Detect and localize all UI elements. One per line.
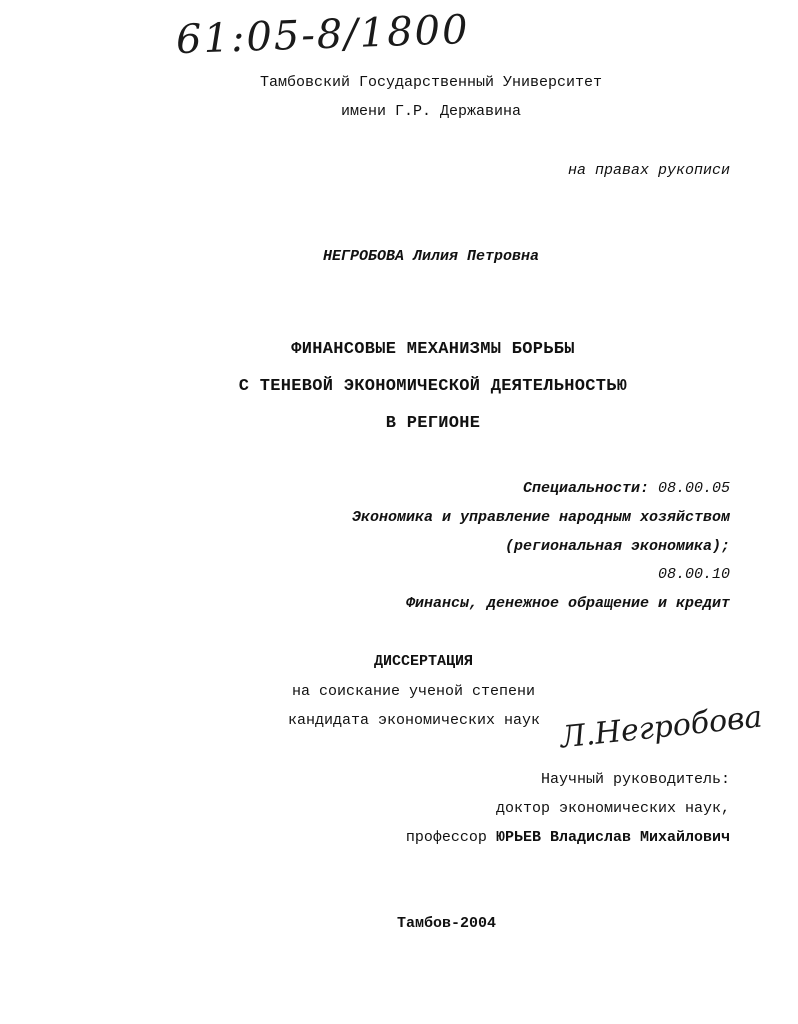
place-year: Тамбов-2004 <box>397 915 497 932</box>
specialty-name-1: Экономика и управление народным хозяйством <box>351 509 730 526</box>
document-type: ДИССЕРТАЦИЯ <box>374 653 474 670</box>
rights-note: на правах рукописи <box>567 162 730 179</box>
thesis-title-line-2: С ТЕНЕВОЙ ЭКОНОМИЧЕСКОЙ ДЕЯТЕЛЬНОСТЬЮ <box>238 377 628 396</box>
supervisor-rank: профессор <box>405 829 487 846</box>
author-surname: НЕГРОБОВА <box>322 248 404 265</box>
specialty-code-1 <box>523 480 730 498</box>
archive-code-handwritten: 61:05-8/1800 <box>175 6 471 64</box>
supervisor-name: ЮРЬЕВ Владислав Михайлович <box>495 829 730 846</box>
thesis-title-line-1: ФИНАНСОВЫЕ МЕХАНИЗМЫ БОРЬБЫ <box>291 340 575 359</box>
degree-line-1: на соискание ученой степени <box>292 683 536 700</box>
degree-line-2: кандидата экономических наук <box>288 712 541 729</box>
specialty-name-1-cont: (региональная экономика); <box>504 538 730 555</box>
author-given-names: Лилия Петровна <box>413 248 540 265</box>
author-name <box>32 248 798 266</box>
specialty-name-2: Финансы, денежное обращение и кредит <box>405 595 730 612</box>
specialty-label: Специальности: <box>522 480 649 497</box>
supervisor-degree: доктор экономических наук, <box>495 800 730 817</box>
institution-name-2: имени Г.Р. Державина <box>340 103 522 120</box>
supervisor-rank-name <box>406 829 730 847</box>
specialty-code-value-1: 08.00.05 <box>657 480 730 497</box>
thesis-title-line-3: В РЕГИОНЕ <box>385 414 481 433</box>
supervisor-label: Научный руководитель: <box>540 771 730 788</box>
institution-name: Тамбовский Государственный Университет <box>259 74 603 91</box>
author-signature: Л.Негробова <box>558 699 764 756</box>
specialty-code-2: 08.00.10 <box>657 566 730 583</box>
